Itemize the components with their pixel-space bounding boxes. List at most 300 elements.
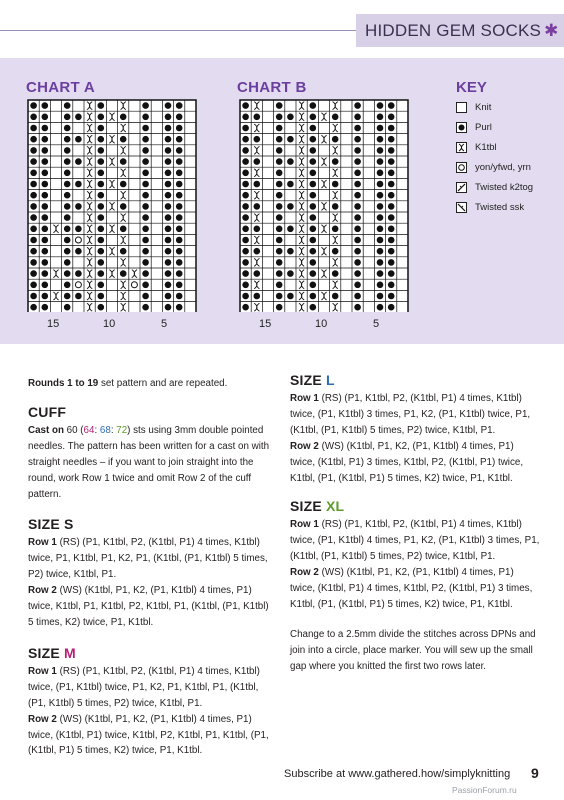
- purl-stitch: [142, 270, 149, 277]
- purl-stitch: [165, 114, 172, 121]
- purl-stitch: [98, 114, 105, 121]
- purl-stitch: [42, 170, 49, 177]
- intro-bold: Rounds 1 to 19: [28, 378, 99, 389]
- purl-stitch: [310, 192, 317, 199]
- purl-stitch: [388, 147, 395, 154]
- purl-stitch: [332, 158, 339, 165]
- purl-stitch: [388, 181, 395, 188]
- size-s-row2: [28, 583, 273, 631]
- purl-stitch: [254, 293, 261, 300]
- purl-stitch: [332, 203, 339, 210]
- purl-stitch: [354, 259, 361, 266]
- watermark: PassionForum.ru: [452, 785, 517, 795]
- purl-stitch: [310, 136, 317, 143]
- cuff-paragraph: [28, 423, 273, 503]
- size-xl-heading: [290, 498, 540, 515]
- chart-b-axis-15: 15: [259, 318, 272, 330]
- purl-stitch: [98, 147, 105, 154]
- purl-stitch: [354, 237, 361, 244]
- purl-stitch: [30, 214, 37, 221]
- purl-stitch: [242, 192, 249, 199]
- purl-stitch: [354, 203, 361, 210]
- row-label: Row 2: [290, 440, 319, 452]
- header-rule: [0, 30, 356, 31]
- purl-stitch: [42, 203, 49, 210]
- purl-stitch: [310, 158, 317, 165]
- purl-stitch: [242, 214, 249, 221]
- key-label: K1tbl: [475, 141, 497, 153]
- key-item-knit: [456, 100, 491, 114]
- purl-stitch: [310, 181, 317, 188]
- row-text: (RS) (P1, K1tbl, P2, (K1tbl, P1) 4 times, K1tbl) twice, (P1, K1tbl) twice, P1, K2, P1, K1tbl, P1, (K1tbl, (P1, K1tbl) 5 times, P2) twice, K1tbl, P1.: [28, 665, 260, 709]
- purl-stitch: [332, 226, 339, 233]
- left-column: [28, 376, 273, 759]
- purl-stitch: [388, 237, 395, 244]
- purl-stitch: [98, 293, 105, 300]
- size-word: SIZE: [290, 372, 322, 388]
- purl-stitch: [165, 248, 172, 255]
- purl-stitch: [354, 192, 361, 199]
- purl-stitch: [377, 214, 384, 221]
- purl-stitch: [176, 203, 183, 210]
- purl-stitch: [98, 181, 105, 188]
- cuff-size-xl: 72: [116, 424, 128, 436]
- size-word: SIZE: [28, 516, 60, 533]
- size-xl-row1: [290, 517, 540, 565]
- purl-stitch: [354, 304, 361, 311]
- purl-stitch: [120, 270, 127, 277]
- chart-a-axis-5: 5: [161, 318, 168, 330]
- size-m-heading: [28, 645, 273, 662]
- purl-stitch: [254, 203, 261, 210]
- purl-stitch: [377, 192, 384, 199]
- purl-stitch: [64, 136, 71, 143]
- purl-stitch: [377, 147, 384, 154]
- row-text: (WS) (K1tbl, P1, K2, (P1, K1tbl) 4 times, P1) twice, K1tbl, P1, K1tbl, P2, K1tbl, P1, (K1tbl, (P1, K1tbl) 5 times, K2) twice, P1, K1tbl.: [28, 585, 269, 628]
- purl-stitch: [64, 248, 71, 255]
- purl-stitch: [388, 158, 395, 165]
- purl-stitch: [310, 147, 317, 154]
- purl-stitch: [165, 170, 172, 177]
- purl-stitch: [98, 282, 105, 289]
- purl-stitch: [165, 136, 172, 143]
- purl-stitch: [276, 114, 283, 121]
- size-word: SIZE: [28, 644, 60, 661]
- purl-stitch: [64, 270, 71, 277]
- purl-stitch: [254, 181, 261, 188]
- subscribe-link[interactable]: Subscribe at www.gathered.how/simplyknitting: [284, 768, 511, 780]
- purl-stitch: [64, 282, 71, 289]
- purl-stitch: [142, 237, 149, 244]
- intro-paragraph: [28, 376, 273, 392]
- row-text: (RS) (P1, K1tbl, P2, (K1tbl, P1) 4 times, K1tbl) twice, (P1, K1tbl) 3 times, P1, K2, (P1, K1tbl) twice, P1, (K1tbl, (P1, K1tbl) 5 times, P2) twice, K1tbl, P1.: [290, 393, 531, 436]
- purl-stitch: [388, 304, 395, 311]
- cuff-size-m: 64: [83, 424, 95, 436]
- purl-stitch: [377, 270, 384, 277]
- purl-stitch: [388, 192, 395, 199]
- purl-stitch: [30, 248, 37, 255]
- purl-stitch: [120, 181, 127, 188]
- size-m-row2: [28, 712, 273, 760]
- purl-stitch: [176, 304, 183, 311]
- purl-stitch: [287, 158, 294, 165]
- purl-stitch: [388, 114, 395, 121]
- purl-stitch: [165, 181, 172, 188]
- purl-stitch: [242, 147, 249, 154]
- purl-stitch: [98, 214, 105, 221]
- row-label: Row 1: [290, 393, 319, 404]
- purl-stitch: [377, 226, 384, 233]
- chart-a-title: CHART A: [26, 79, 96, 96]
- purl-stitch: [142, 125, 149, 132]
- purl-stitch: [98, 203, 105, 210]
- purl-stitch: [354, 214, 361, 221]
- purl-stitch: [332, 114, 339, 121]
- purl-stitch: [98, 102, 105, 109]
- purl-stitch: [64, 125, 71, 132]
- purl-stitch: [120, 248, 127, 255]
- purl-stitch: [42, 282, 49, 289]
- purl-stitch: [64, 170, 71, 177]
- purl-stitch: [377, 158, 384, 165]
- purl-stitch: [176, 237, 183, 244]
- purl-stitch: [354, 136, 361, 143]
- purl-stitch: [42, 226, 49, 233]
- purl-stitch: [276, 237, 283, 244]
- purl-stitch: [176, 170, 183, 177]
- yarn-over-icon: [456, 162, 467, 173]
- purl-stitch: [64, 214, 71, 221]
- purl-stitch: [242, 181, 249, 188]
- size-letter: XL: [326, 498, 345, 515]
- purl-stitch: [176, 102, 183, 109]
- size-s-heading: [28, 516, 273, 533]
- purl-stitch: [310, 293, 317, 300]
- purl-stitch: [64, 158, 71, 165]
- purl-stitch: [377, 259, 384, 266]
- purl-stitch: [176, 136, 183, 143]
- purl-stitch: [176, 125, 183, 132]
- cuff-heading: CUFF: [28, 403, 67, 420]
- purl-stitch: [254, 136, 261, 143]
- row-label: Row 2: [290, 567, 319, 579]
- purl-stitch: [64, 259, 71, 266]
- purl-stitch: [64, 237, 71, 244]
- row-text: (WS) (K1tbl, P1, K2, (P1, K1tbl) 4 times, P1) twice, (K1tbl, P1) twice, K1tbl, P2, K1tbl, P1, K1tbl, (P1, (K1tbl, P1) 5 times, K2) twice, P1, K1tbl.: [28, 713, 269, 757]
- row-text: (RS) (P1, K1tbl, P2, (K1tbl, P1) 4 times, K1tbl) twice, (P1, K1tbl) 4 times, P1, K2, (P1, K1tbl) 3 times, P1, (K1tbl, (P1, K1tbl) 5 times, P2) twice, K1tbl, P1.: [290, 519, 540, 563]
- purl-stitch: [377, 293, 384, 300]
- chart-a-axis-15: 15: [47, 318, 60, 330]
- purl-stitch: [388, 248, 395, 255]
- purl-stitch: [98, 270, 105, 277]
- purl-stitch: [388, 226, 395, 233]
- purl-stitch: [30, 259, 37, 266]
- purl-stitch: [310, 125, 317, 132]
- purl-stitch: [242, 226, 249, 233]
- purl-stitch: [242, 125, 249, 132]
- purl-stitch: [388, 270, 395, 277]
- size-letter: M: [64, 644, 76, 661]
- purl-stitch: [276, 304, 283, 311]
- purl-stitch: [310, 270, 317, 277]
- purl-stitch: [276, 248, 283, 255]
- purl-stitch: [165, 259, 172, 266]
- purl-stitch: [142, 226, 149, 233]
- purl-stitch: [276, 192, 283, 199]
- purl-stitch: [42, 181, 49, 188]
- purl-stitch: [276, 259, 283, 266]
- purl-stitch: [310, 170, 317, 177]
- chart-b-axis-10: 10: [315, 318, 328, 330]
- purl-stitch: [377, 114, 384, 121]
- size-word: SIZE: [290, 498, 322, 515]
- purl-stitch: [30, 125, 37, 132]
- knit-icon: [456, 102, 467, 113]
- purl-stitch: [98, 170, 105, 177]
- purl-stitch: [276, 136, 283, 143]
- cuff-sep: :: [110, 424, 117, 436]
- purl-stitch: [176, 147, 183, 154]
- purl-stitch: [310, 248, 317, 255]
- purl-stitch: [165, 270, 172, 277]
- purl-stitch: [254, 248, 261, 255]
- purl-stitch: [176, 259, 183, 266]
- purl-stitch: [354, 270, 361, 277]
- purl-stitch: [276, 270, 283, 277]
- purl-stitch: [120, 226, 127, 233]
- purl-stitch: [176, 214, 183, 221]
- purl-stitch: [354, 282, 361, 289]
- purl-stitch: [30, 203, 37, 210]
- purl-stitch: [176, 282, 183, 289]
- purl-stitch: [142, 293, 149, 300]
- purl-stitch: [120, 203, 127, 210]
- purl-stitch: [242, 293, 249, 300]
- purl-stitch: [388, 102, 395, 109]
- row-label: Row 1: [28, 665, 57, 677]
- purl-stitch: [142, 136, 149, 143]
- purl-stitch: [254, 226, 261, 233]
- size-l-row2: [290, 439, 540, 487]
- purl-stitch: [75, 270, 82, 277]
- purl-stitch: [98, 259, 105, 266]
- purl-stitch: [332, 293, 339, 300]
- purl-stitch: [64, 147, 71, 154]
- purl-stitch: [165, 102, 172, 109]
- purl-stitch: [165, 226, 172, 233]
- page-header: [356, 14, 564, 47]
- purl-stitch: [287, 181, 294, 188]
- purl-stitch: [30, 102, 37, 109]
- key-label: Knit: [475, 101, 492, 113]
- purl-stitch: [142, 203, 149, 210]
- purl-stitch: [64, 293, 71, 300]
- purl-stitch: [310, 237, 317, 244]
- closing-paragraph: Change to a 2.5mm divide the stitches across DPNs and join into a circle, place marker. You will sew up the small gap where you knitted the first two rows later.: [290, 628, 536, 672]
- purl-stitch: [276, 203, 283, 210]
- purl-stitch: [310, 102, 317, 109]
- purl-stitch: [42, 125, 49, 132]
- key-item-purl: [456, 120, 492, 134]
- purl-stitch: [165, 203, 172, 210]
- purl-stitch: [98, 226, 105, 233]
- purl-stitch: [75, 293, 82, 300]
- purl-stitch: [310, 259, 317, 266]
- purl-stitch: [388, 282, 395, 289]
- key-item-k1tbl: [456, 140, 497, 154]
- purl-stitch: [142, 248, 149, 255]
- purl-stitch: [142, 181, 149, 188]
- purl-stitch: [42, 114, 49, 121]
- chart-b-grid: [239, 99, 418, 312]
- chart-a-axis-10: 10: [103, 318, 116, 330]
- purl-stitch: [377, 136, 384, 143]
- purl-stitch: [276, 158, 283, 165]
- purl-stitch: [354, 170, 361, 177]
- purl-stitch: [310, 203, 317, 210]
- purl-stitch: [242, 136, 249, 143]
- purl-stitch: [377, 304, 384, 311]
- purl-stitch: [287, 136, 294, 143]
- intro-text: set pattern and are repeated.: [98, 378, 228, 389]
- purl-stitch: [377, 170, 384, 177]
- purl-stitch: [42, 248, 49, 255]
- purl-stitch: [165, 282, 172, 289]
- purl-stitch: [165, 125, 172, 132]
- purl-stitch: [64, 203, 71, 210]
- purl-stitch: [64, 192, 71, 199]
- purl-stitch: [276, 226, 283, 233]
- twisted-ssk-icon: [456, 202, 467, 213]
- purl-stitch: [354, 293, 361, 300]
- purl-stitch: [332, 248, 339, 255]
- key-label: Twisted k2tog: [475, 181, 534, 193]
- purl-stitch: [75, 136, 82, 143]
- purl-stitch: [354, 125, 361, 132]
- purl-stitch: [242, 259, 249, 266]
- purl-stitch: [287, 248, 294, 255]
- purl-stitch: [276, 282, 283, 289]
- purl-stitch: [242, 203, 249, 210]
- purl-stitch: [242, 282, 249, 289]
- purl-stitch: [332, 181, 339, 188]
- purl-stitch: [42, 270, 49, 277]
- size-m-row1: [28, 664, 273, 712]
- purl-stitch: [75, 158, 82, 165]
- purl-stitch: [377, 102, 384, 109]
- purl-stitch: [242, 158, 249, 165]
- purl-stitch: [98, 158, 105, 165]
- k1tbl-icon: [456, 142, 467, 153]
- purl-stitch: [287, 203, 294, 210]
- purl-stitch: [142, 214, 149, 221]
- purl-stitch: [276, 170, 283, 177]
- purl-stitch: [176, 270, 183, 277]
- purl-stitch: [287, 114, 294, 121]
- purl-stitch: [165, 158, 172, 165]
- purl-stitch: [42, 293, 49, 300]
- purl-stitch: [332, 136, 339, 143]
- purl-stitch: [142, 158, 149, 165]
- purl-stitch: [254, 158, 261, 165]
- row-text: (WS) (K1tbl, P1, K2, (P1, K1tbl) 4 times, P1) twice, (K1tbl, P1) 3 times, K1tbl, P2, (K1tbl, P1) twice, K1tbl, (P1, (K1tbl, P1) 5 times, K2) twice, P1, K1tbl.: [290, 440, 524, 484]
- purl-stitch: [120, 136, 127, 143]
- purl-stitch: [354, 181, 361, 188]
- size-l-row1: [290, 391, 540, 439]
- purl-stitch: [98, 192, 105, 199]
- purl-stitch: [75, 248, 82, 255]
- purl-stitch: [64, 181, 71, 188]
- purl-stitch: [30, 304, 37, 311]
- key-label: Purl: [475, 121, 492, 133]
- purl-stitch: [287, 270, 294, 277]
- purl-stitch: [377, 125, 384, 132]
- purl-stitch: [30, 237, 37, 244]
- purl-stitch: [42, 102, 49, 109]
- purl-stitch: [354, 248, 361, 255]
- purl-stitch: [142, 114, 149, 121]
- purl-stitch: [310, 114, 317, 121]
- pattern-title: HIDDEN GEM SOCKS: [365, 20, 542, 40]
- purl-stitch: [165, 293, 172, 300]
- purl-stitch: [30, 136, 37, 143]
- key-item-yarn-over: [456, 160, 531, 174]
- purl-stitch: [310, 282, 317, 289]
- purl-stitch: [388, 293, 395, 300]
- purl-stitch: [276, 102, 283, 109]
- purl-stitch: [310, 304, 317, 311]
- cuff-text: 60 (: [63, 424, 84, 436]
- purl-stitch: [42, 136, 49, 143]
- purl-stitch: [176, 226, 183, 233]
- purl-stitch: [276, 293, 283, 300]
- purl-stitch: [30, 181, 37, 188]
- cuff-sep: :: [94, 424, 100, 436]
- purl-stitch: [176, 248, 183, 255]
- purl-stitch: [276, 147, 283, 154]
- purl-stitch: [254, 114, 261, 121]
- purl-stitch: [120, 114, 127, 121]
- purl-stitch: [388, 259, 395, 266]
- purl-stitch: [75, 203, 82, 210]
- purl-stitch: [254, 270, 261, 277]
- purl-stitch: [354, 226, 361, 233]
- purl-stitch: [165, 147, 172, 154]
- size-letter: L: [326, 372, 335, 388]
- purl-stitch: [42, 259, 49, 266]
- purl-stitch: [64, 114, 71, 121]
- purl-stitch: [30, 270, 37, 277]
- purl-stitch: [377, 237, 384, 244]
- purl-stitch: [98, 248, 105, 255]
- purl-stitch: [75, 226, 82, 233]
- purl-stitch: [354, 147, 361, 154]
- purl-stitch: [388, 214, 395, 221]
- purl-stitch: [377, 282, 384, 289]
- purl-stitch: [332, 270, 339, 277]
- purl-stitch: [30, 293, 37, 300]
- purl-stitch: [287, 226, 294, 233]
- purl-stitch: [377, 203, 384, 210]
- purl-stitch: [287, 293, 294, 300]
- row-label: Row 1: [290, 519, 319, 531]
- purl-stitch: [30, 158, 37, 165]
- purl-stitch: [242, 304, 249, 311]
- purl-stitch: [242, 248, 249, 255]
- purl-stitch: [42, 192, 49, 199]
- key-title: KEY: [456, 79, 487, 96]
- purl-stitch: [165, 237, 172, 244]
